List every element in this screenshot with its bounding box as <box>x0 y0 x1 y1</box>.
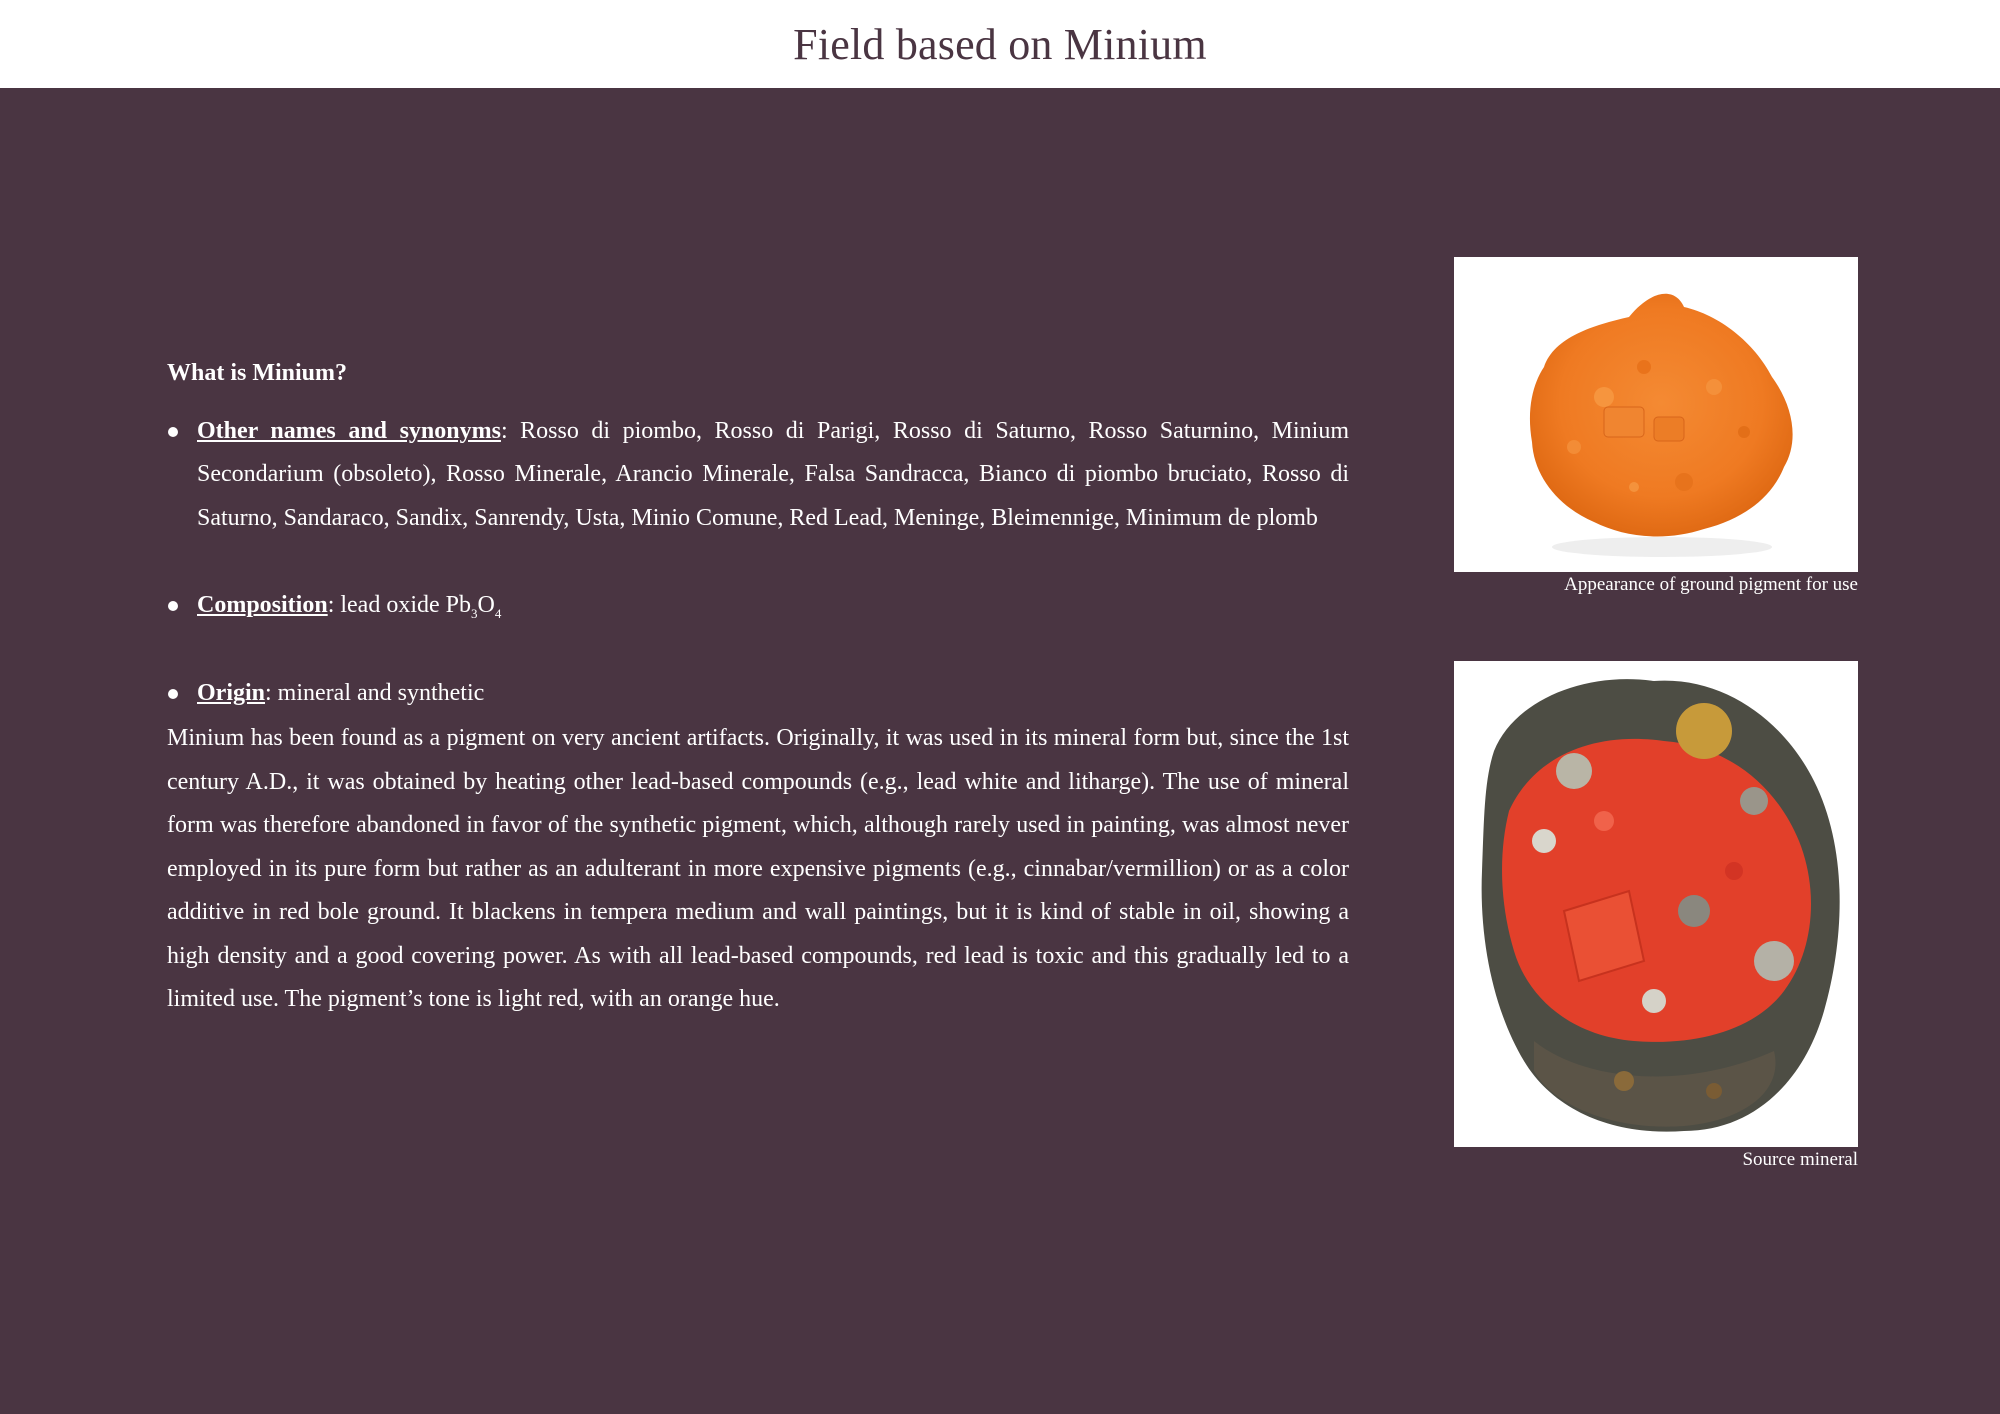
property-label: Origin <box>197 679 266 706</box>
section-heading: What is Minium? <box>167 360 348 386</box>
property-value: : lead oxide Pb <box>327 592 471 618</box>
main-content <box>167 352 1349 1022</box>
mineral-figure <box>1454 661 1858 1172</box>
pigment-powder-image <box>1454 257 1858 572</box>
bullet-icon <box>168 427 178 437</box>
page-header <box>0 0 2000 88</box>
bullet-icon <box>168 601 178 611</box>
property-list <box>167 410 1349 716</box>
list-item-composition <box>167 584 1349 628</box>
bullet-icon <box>168 689 178 699</box>
property-value-mid: O <box>477 592 495 618</box>
list-item-synonyms <box>167 410 1349 541</box>
mineral-specimen-image <box>1454 661 1858 1147</box>
description-paragraph: Minium has been found as a pigment on very ancient artifacts. Originally, it was used in its mineral form but, since the 1st century A.D., it was obtained by heating other lead-based compounds (e.g., lead white and litharge). The use of mineral form was therefore abandoned in favor of the synthetic pigment, which, although rarely used in painting, was almost never employed in its pure form but rather as an adulterant in more expensive pigments (e.g., cinnabar/vermillion) or as a color additive in red bole ground. It blackens in tempera medium and wall paintings, but it is kind of stable in oil, showing a high density and a good covering power. As with all lead-based compounds, red lead is toxic and this gradually led to a limited use. The pigment’s tone is light red, with an orange hue. <box>167 725 1349 1012</box>
subscript: 4 <box>494 605 502 621</box>
page-title: Field based on Minium <box>793 19 1207 69</box>
property-value: : Rosso di piombo, Rosso di Parigi, Rosso di Saturno, Rosso Saturnino, Minium Secondarium (obsoleto), Rosso Minerale, Arancio Minerale, Falsa Sandracca, Bianco di piombo bruciato, Rosso di Saturno, Sandaraco, Sandix, Sanrendy, Usta, Minio Comune, Red Lead, Meninge, Bleimennige, Minimum de plomb <box>197 417 1349 531</box>
pigment-figure <box>1454 257 1858 597</box>
figure-caption: Appearance of ground pigment for use <box>1564 574 1858 595</box>
property-value: : mineral and synthetic <box>265 679 485 706</box>
figure-caption: Source mineral <box>1742 1149 1858 1170</box>
property-label: Other names and synonyms <box>197 417 501 444</box>
list-item-origin <box>167 672 1349 716</box>
property-label: Composition <box>197 592 328 618</box>
subscript: 3 <box>471 605 478 621</box>
